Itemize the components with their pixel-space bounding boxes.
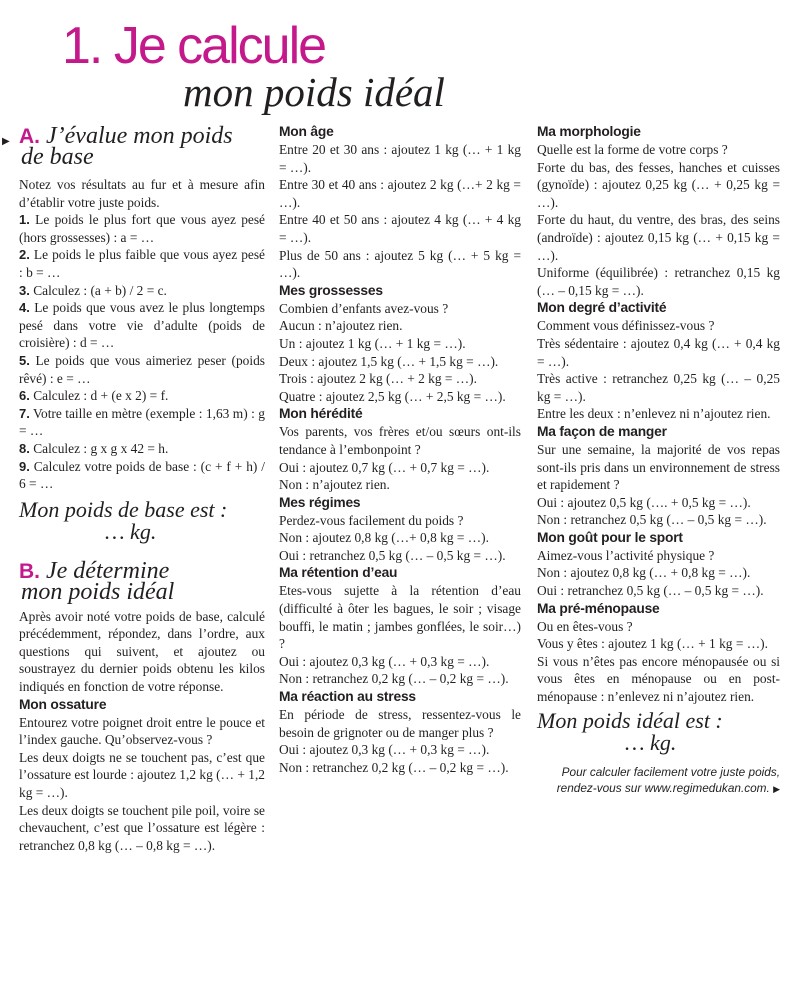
section-line: Perdez-vous facilement du poids ?	[279, 512, 464, 528]
step-item	[19, 458, 265, 493]
step-item	[19, 282, 265, 300]
section-line: Forte du bas, des fesses, hanches et cuisses (gynoïde) : ajoutez 0,25 kg (… + 0,25 kg = …).	[537, 159, 780, 210]
section-line: Non : n’ajoutez rien.	[279, 477, 390, 493]
section-line: Vous y êtes : ajoutez 1 kg (… + 1 kg = …).	[537, 636, 768, 652]
page-subtitle: mon poids idéal	[183, 69, 445, 115]
section-line: Entre 40 et 50 ans : ajoutez 4 kg (… + 4 kg = …).	[279, 212, 521, 245]
step-text: Le poids le plus faible que vous ayez pesé : b = …	[19, 247, 265, 280]
base-weight-result-line2: … kg.	[105, 518, 157, 544]
section-heading: Mon hérédité	[279, 406, 363, 422]
section-line: Oui : ajoutez 0,7 kg (… + 0,7 kg = …).	[279, 459, 490, 475]
step-number: 6.	[19, 388, 30, 404]
step-number: 9.	[19, 458, 30, 474]
column-1	[2, 123, 265, 854]
section-heading: Ma pré-ménopause	[537, 600, 660, 616]
section-heading: Mes grossesses	[279, 282, 383, 298]
column-2	[279, 123, 521, 776]
section-line: Ou en êtes-vous ?	[537, 618, 633, 634]
column-3	[537, 123, 780, 797]
section-line: Oui : ajoutez 0,3 kg (… + 0,3 kg = …).	[279, 653, 490, 669]
section-a-letter: A.	[19, 125, 40, 148]
section-heading: Mes régimes	[279, 494, 361, 510]
section-line: Uniforme (équilibrée) : retranchez 0,15 kg (… – 0,15 kg = …).	[537, 265, 780, 298]
step-item	[19, 299, 265, 352]
step-item	[19, 405, 265, 440]
section-line: Entre 20 et 30 ans : ajoutez 1 kg (… + 1 kg = …).	[279, 142, 521, 175]
section-line: Quatre : ajoutez 2,5 kg (… + 2,5 kg = …).	[279, 388, 506, 404]
section-line: Oui : retranchez 0,5 kg (… – 0,5 kg = …).	[537, 583, 764, 599]
section-b-title-line2: mon poids idéal	[21, 578, 175, 605]
base-weight-result	[19, 496, 265, 544]
step-item	[19, 440, 265, 458]
section-line: Non : ajoutez 0,8 kg (…+ 0,8 kg = …).	[279, 530, 489, 546]
section-a-intro: Notez vos résultats au fur et à mesure afin d’établir votre juste poids.	[19, 177, 265, 210]
section-heading: Mon degré d’activité	[537, 300, 667, 316]
step-text: Le poids que vous avez le plus longtemps pesé dans votre vie d’adulte (poids de croisière) : d = …	[19, 300, 265, 351]
section-heading: Mon âge	[279, 124, 334, 139]
section-a-heading	[2, 123, 265, 170]
step-number: 8.	[19, 440, 30, 456]
step-item	[19, 211, 265, 246]
step-item	[19, 387, 265, 405]
section-line: Si vous n’êtes pas encore ménopausée ou si vous êtes en ménopause ou en post-ménopause : n’enlevez ni n’ajoutez rien.	[537, 653, 780, 705]
triangle-arrow-icon: ▶	[773, 783, 780, 794]
section-heading: Ma morphologie	[537, 124, 641, 139]
section-b-heading	[19, 557, 265, 605]
step-text: Votre taille en mètre (exemple : 1,63 m) : g = …	[19, 405, 265, 439]
footer-note	[537, 764, 780, 797]
section-line: Comment vous définissez-vous ?	[537, 318, 715, 334]
section-heading: Ma façon de manger	[537, 423, 667, 439]
section-heading: Ma réaction au stress	[279, 689, 416, 705]
section-line: Entre 30 et 40 ans : ajoutez 2 kg (…+ 2 kg = …).	[279, 177, 521, 210]
section-line: Plus de 50 ans : ajoutez 5 kg (… + 5 kg = …).	[279, 247, 521, 281]
section-a-title-line2: de base	[21, 144, 94, 170]
section-line: Non : ajoutez 0,8 kg (… + 0,8 kg = …).	[537, 565, 751, 581]
section-line: Combien d’enfants avez-vous ?	[279, 300, 449, 316]
section-line: Aimez-vous l’activité physique ?	[537, 547, 715, 563]
section-a-title-line1: J’évalue mon poids	[46, 123, 233, 149]
section-b-title-line1: Je détermine	[46, 557, 170, 584]
section-b-letter: B.	[19, 559, 40, 583]
section-line: Entre les deux : n’enlevez ni n’ajoutez rien.	[537, 406, 771, 422]
section-line: Oui : ajoutez 0,5 kg (…. + 0,5 kg = …).	[537, 494, 751, 510]
ossature-answer-light: Les deux doigts se touchent pile poil, voire se chevauchent, c’est que l’ossature est légère : retranchez 0,8 kg (… – 0,8 kg = …).	[19, 802, 265, 853]
section-line: Forte du haut, du ventre, des bras, des seins (androïde) : ajoutez 0,15 kg (… + 0,15 kg = …).	[537, 212, 780, 263]
step-text: Calculez : g x g x 42 = h.	[29, 440, 169, 456]
column-3-sections	[537, 123, 780, 706]
section-line: Non : retranchez 0,5 kg (… – 0,5 kg = …).	[537, 512, 767, 528]
base-weight-result-line1: Mon poids de base est :	[19, 496, 228, 522]
section-line: En période de stress, ressentez-vous le besoin de grignoter ou de manger plus ?	[279, 707, 521, 740]
step-number: 3.	[19, 282, 30, 298]
ideal-weight-result	[537, 707, 780, 755]
section-line: Très active : retranchez 0,25 kg (… – 0,25 kg = …).	[537, 371, 780, 404]
ideal-weight-result-line1: Mon poids idéal est :	[537, 707, 723, 733]
step-number: 1.	[19, 212, 30, 228]
ossature-heading: Mon ossature	[19, 696, 107, 712]
section-line: Oui : ajoutez 0,3 kg (… + 0,3 kg = …).	[279, 742, 490, 758]
section-line: Vos parents, vos frères et/ou sœurs ont-ils tendance à l’embonpoint ?	[279, 424, 521, 457]
step-number: 4.	[19, 300, 30, 316]
section-line: Trois : ajoutez 2 kg (… + 2 kg = …).	[279, 371, 477, 387]
ossature-question: Entourez votre poignet droit entre le pouce et l’index gauche. Qu’observez-vous ?	[19, 714, 265, 748]
step-text: Le poids que vous aimeriez peser (poids rêvé) : e = …	[19, 352, 265, 386]
section-line: Deux : ajoutez 1,5 kg (… + 1,5 kg = …).	[279, 353, 499, 369]
section-heading: Mon goût pour le sport	[537, 529, 683, 545]
step-text: Calculez : d + (e x 2) = f.	[29, 388, 169, 404]
ossature-answer-heavy: Les deux doigts ne se touchent pas, c’est que l’ossature est lourde : ajoutez 1,2 kg (… + 1,2 kg = …).	[19, 749, 265, 801]
step-item	[19, 352, 265, 387]
section-line: Etes-vous sujette à la rétention d’eau (difficulté à ôter les bagues, le soir ; visage bouffi, le matin ; jambes gonflées, le soir…) ?	[279, 583, 521, 652]
section-line: Oui : retranchez 0,5 kg (… – 0,5 kg = …).	[279, 547, 506, 563]
section-b-intro: Après avoir noté votre poids de base, calculé précédemment, répondez, dans l’ordre, aux questions qui suivent, et ajoutez ou soustrayez du dernier poids obtenu les kilos indiqués en fonction de votre réponse.	[19, 608, 265, 695]
step-number: 5.	[19, 352, 30, 368]
step-item	[19, 246, 265, 281]
triangle-arrow-icon: ▶	[2, 136, 10, 147]
section-line: Un : ajoutez 1 kg (… + 1 kg = …).	[279, 335, 466, 351]
section-heading: Ma rétention d’eau	[279, 565, 398, 581]
step-number: 7.	[19, 405, 30, 421]
page-title: 1. Je calcule	[62, 17, 326, 75]
ideal-weight-result-line2: … kg.	[625, 729, 677, 755]
step-text: Calculez votre poids de base : (c + f + h) / 6 = …	[19, 458, 265, 492]
step-text: Le poids le plus fort que vous ayez pesé (hors grossesses) : a = …	[19, 212, 265, 245]
steps-list	[19, 211, 265, 493]
footer-line2[interactable]: rendez-vous sur www.regimedukan.com.	[556, 780, 770, 795]
footer-line1: Pour calculer facilement votre juste poids,	[561, 764, 780, 779]
step-number: 2.	[19, 247, 30, 263]
section-line: Non : retranchez 0,2 kg (… – 0,2 kg = …).	[279, 671, 509, 687]
section-line: Aucun : n’ajoutez rien.	[279, 318, 403, 334]
step-text: Calculez : (a + b) / 2 = c.	[29, 282, 167, 298]
section-line: Non : retranchez 0,2 kg (… – 0,2 kg = …).	[279, 759, 509, 775]
section-line: Quelle est la forme de votre corps ?	[537, 142, 728, 157]
section-line: Très sédentaire : ajoutez 0,4 kg (… + 0,4 kg = …).	[537, 335, 780, 369]
section-line: Sur une semaine, la majorité de vos repas sont-ils pris dans un environnement de stress et rapidement ?	[537, 441, 780, 493]
